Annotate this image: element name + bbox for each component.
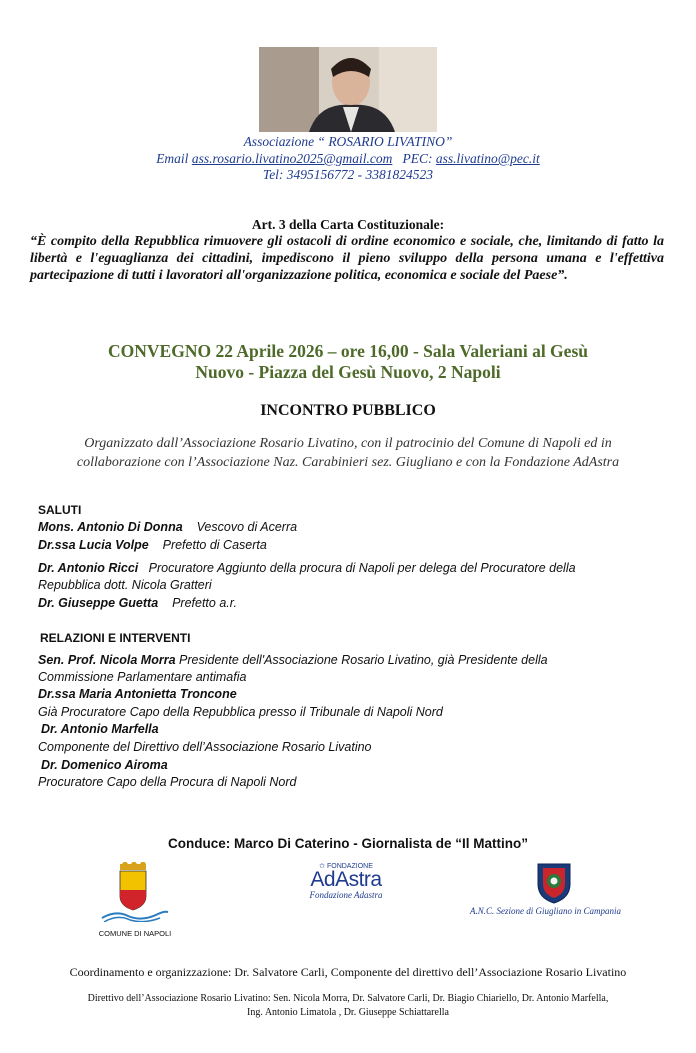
incontro-title: INCONTRO PUBBLICO bbox=[260, 402, 436, 419]
contact-email-line bbox=[0, 151, 696, 167]
speaker-name: Dr. Antonio Ricci bbox=[38, 561, 139, 575]
speaker-role-cont: Commissione Parlamentare antimafia bbox=[38, 670, 247, 684]
speaker-name: Sen. Prof. Nicola Morra bbox=[38, 653, 176, 667]
article-title: Art. 3 della Carta Costituzionale: bbox=[251, 217, 445, 232]
speaker-role-cont: Repubblica dott. Nicola Gratteri bbox=[38, 578, 212, 592]
saluti-item bbox=[38, 519, 658, 536]
convegno-line-2: Nuovo - Piazza del Gesù Nuovo, 2 Napoli bbox=[195, 362, 501, 382]
speaker-name: Dr. Antonio Marfella bbox=[41, 722, 159, 736]
relazioni-item bbox=[41, 757, 661, 774]
anc-shield-icon bbox=[534, 862, 576, 904]
speaker-role: Prefetto di Caserta bbox=[162, 538, 267, 552]
speaker-name: Mons. Antonio Di Donna bbox=[38, 520, 183, 534]
organizzato-line-2: collaborazione con l’Associazione Naz. Carabinieri sez. Giugliano e con la Fondazione AdAstra bbox=[76, 455, 620, 470]
organizzato-line-1: Organizzato dall’Associazione Rosario Livatino, con il patrocinio del Comune di Napoli ed in bbox=[84, 436, 612, 451]
contact-phone: Tel: 3495156772 - 3381824523 bbox=[262, 167, 434, 182]
relazioni-item bbox=[38, 652, 658, 669]
relazioni-item bbox=[41, 721, 661, 738]
speaker-role: Componente del Direttivo dell’Associazione Rosario Livatino bbox=[38, 740, 372, 754]
speaker-role: Prefetto a.r. bbox=[172, 596, 237, 610]
speaker-role: Procuratore Capo della Procura di Napoli Nord bbox=[38, 775, 297, 789]
direttivo-line-1: Direttivo dell’Associazione Rosario Livatino: Sen. Nicola Morra, Dr. Salvatore Carli, Dr. Biagio Chiariello, Dr. Antonio Marfella, bbox=[87, 993, 609, 1004]
speaker-role: Già Procuratore Capo della Repubblica presso il Tribunale di Napoli Nord bbox=[38, 705, 443, 719]
speaker-role: Procuratore Aggiunto della procura di Napoli per delega del Procuratore della bbox=[148, 561, 576, 575]
pec-link[interactable]: ass.livatino@pec.it bbox=[435, 151, 540, 166]
speaker-role: Presidente dell'Associazione Rosario Livatino, già Presidente della bbox=[179, 653, 548, 667]
pec-label: PEC: bbox=[402, 151, 433, 166]
convegno-line-1: CONVEGNO 22 Aprile 2026 – ore 16,00 - Sala Valeriani al Gesù bbox=[108, 341, 588, 361]
comune-napoli-logo bbox=[98, 862, 172, 938]
conduce-line: Conduce: Marco Di Caterino - Giornalista de “Il Mattino” bbox=[167, 836, 529, 851]
speaker-name: Dr.ssa Lucia Volpe bbox=[38, 538, 149, 552]
anc-caption: A.N.C. Sezione di Giugliano in Campania bbox=[470, 906, 622, 916]
organizzato-text bbox=[30, 434, 666, 472]
relazioni-item bbox=[38, 686, 658, 703]
adastra-name: AdAstra bbox=[310, 868, 382, 891]
star-icon: ✩ bbox=[319, 863, 326, 870]
speaker-role: Vescovo di Acerra bbox=[196, 520, 298, 534]
saluti-item bbox=[38, 560, 658, 577]
article-quote: “È compito della Repubblica rimuovere gli ostacoli di ordine economico e sociale, che, limitando di fatto la libertà e l'eguaglianza dei cittadini, impediscono il pieno sviluppo della persona umana e l'effettiva partecipazione di tutti i lavoratori all'organizzazione politica, economica e sociale del Paese”. bbox=[30, 234, 664, 283]
direttivo-line-2: Ing. Antonio Limatola , Dr. Giuseppe Schiattarella bbox=[247, 1007, 449, 1018]
email-link[interactable]: ass.rosario.livatino2025@gmail.com bbox=[191, 151, 393, 166]
coordinamento-line: Coordinamento e organizzazione: Dr. Salvatore Carli, Componente del direttivo dell’Associazione Rosario Livatino bbox=[69, 965, 627, 979]
speaker-name: Dr. Domenico Airoma bbox=[41, 758, 168, 772]
relazioni-heading: RELAZIONI E INTERVENTI bbox=[40, 631, 191, 645]
portrait-photo bbox=[259, 47, 437, 132]
saluti-item bbox=[38, 595, 658, 612]
email-label: Email bbox=[156, 151, 189, 166]
adastra-logo bbox=[296, 862, 396, 908]
speaker-name: Dr. Giuseppe Guetta bbox=[38, 596, 159, 610]
speaker-name: Dr.ssa Maria Antonietta Troncone bbox=[38, 687, 237, 701]
direttivo-footer bbox=[60, 992, 636, 1020]
napoli-caption: COMUNE DI NAPOLI bbox=[98, 929, 172, 938]
saluti-heading: SALUTI bbox=[38, 503, 82, 517]
association-name: Associazione “ ROSARIO LIVATINO” bbox=[243, 134, 453, 149]
saluti-item bbox=[38, 537, 658, 554]
adastra-top: FONDAZIONE bbox=[326, 863, 373, 870]
adastra-caption: Fondazione Adastra bbox=[309, 890, 383, 900]
